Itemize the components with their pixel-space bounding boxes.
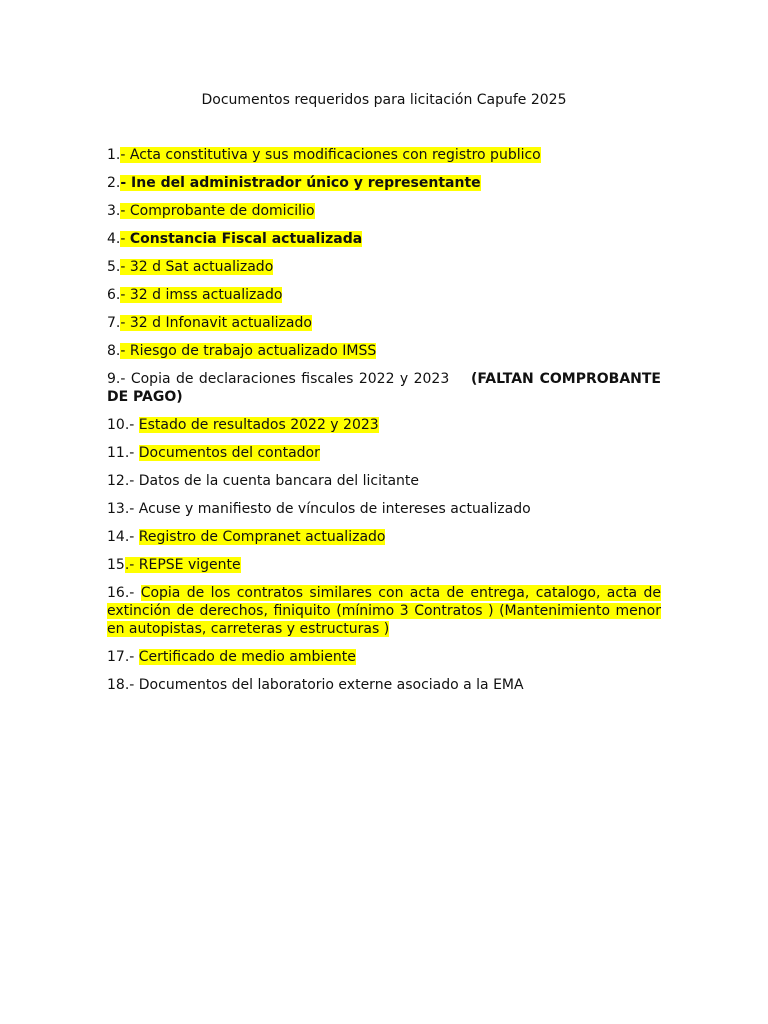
page-title: Documentos requeridos para licitación Capufe 2025 [201, 92, 567, 108]
item-number: 16.- [107, 585, 141, 601]
requirements-list [107, 146, 661, 704]
list-item-3 [107, 202, 661, 220]
item-text: REPSE vigente [138, 557, 241, 573]
list-item-8 [107, 342, 661, 360]
list-item-7 [107, 314, 661, 332]
list-item-11 [107, 444, 661, 462]
item-text: Datos de la cuenta bancara del licitante [138, 473, 420, 489]
item-number: 5. [107, 259, 121, 275]
item-separator: - [120, 259, 130, 275]
item-separator: - [120, 231, 130, 247]
list-item-15 [107, 556, 661, 574]
item-separator: - [120, 287, 130, 303]
item-number: 9.- [107, 371, 131, 387]
item-text: Copia de los contratos similares con acta de entrega, catalogo, acta de extinción de derechos, finiquito (mínimo 3 Contratos ) (Mantenimiento menor en autopistas, carreteras y estructuras ) [107, 585, 661, 637]
item-number: 1. [107, 147, 121, 163]
item-number: 12.- [107, 473, 139, 489]
item-text: Acta constitutiva y sus modificaciones con registro publico [129, 147, 541, 163]
item-number: 14.- [107, 529, 139, 545]
list-item-18 [107, 676, 661, 694]
item-number: 3. [107, 203, 121, 219]
item-text: Riesgo de trabajo actualizado IMSS [129, 343, 377, 359]
item-separator: - [120, 315, 130, 331]
item-separator: .- [124, 557, 139, 573]
list-item-2 [107, 174, 661, 192]
item-text: 32 d Infonavit actualizado [129, 315, 312, 331]
item-separator: - [120, 147, 130, 163]
list-item-4 [107, 230, 661, 248]
item-text: Copia de declaraciones fiscales 2022 y 2023 [130, 371, 450, 387]
list-item-9 [107, 370, 661, 406]
item-text: Documentos del laboratorio externe asociado a la EMA [138, 677, 524, 693]
item-text: Estado de resultados 2022 y 2023 [138, 417, 379, 433]
item-number: 15 [107, 557, 125, 573]
list-item-5 [107, 258, 661, 276]
item-number: 13.- [107, 501, 139, 517]
item-text: 32 d imss actualizado [129, 287, 283, 303]
item-text: Comprobante de domicilio [129, 203, 315, 219]
item-text: 32 d Sat actualizado [129, 259, 274, 275]
list-item-6 [107, 286, 661, 304]
list-item-12 [107, 472, 661, 490]
item-number: 18.- [107, 677, 139, 693]
list-item-13 [107, 500, 661, 518]
item-text: Certificado de medio ambiente [138, 649, 356, 665]
item-number: 17.- [107, 649, 139, 665]
item-number: 11.- [107, 445, 139, 461]
list-item-14 [107, 528, 661, 546]
item-note: (FALTAN COMPROBANTE DE PAGO) [107, 371, 661, 405]
item-number: 6. [107, 287, 121, 303]
item-number: 8. [107, 343, 121, 359]
list-item-16 [107, 584, 661, 638]
item-separator: - [120, 203, 130, 219]
item-separator: - [120, 175, 132, 191]
item-number: 10.- [107, 417, 139, 433]
item-separator: - [120, 343, 130, 359]
item-number: 7. [107, 315, 121, 331]
item-text: Documentos del contador [138, 445, 320, 461]
list-item-17 [107, 648, 661, 666]
item-text: Constancia Fiscal actualizada [129, 231, 363, 247]
item-number: 2. [107, 175, 121, 191]
item-text: Acuse y manifiesto de vínculos de intereses actualizado [138, 501, 531, 517]
item-text: Ine del administrador único y representante [131, 175, 481, 191]
item-text: Registro de Compranet actualizado [138, 529, 386, 545]
item-number: 4. [107, 231, 121, 247]
list-item-10 [107, 416, 661, 434]
list-item-1 [107, 146, 661, 164]
